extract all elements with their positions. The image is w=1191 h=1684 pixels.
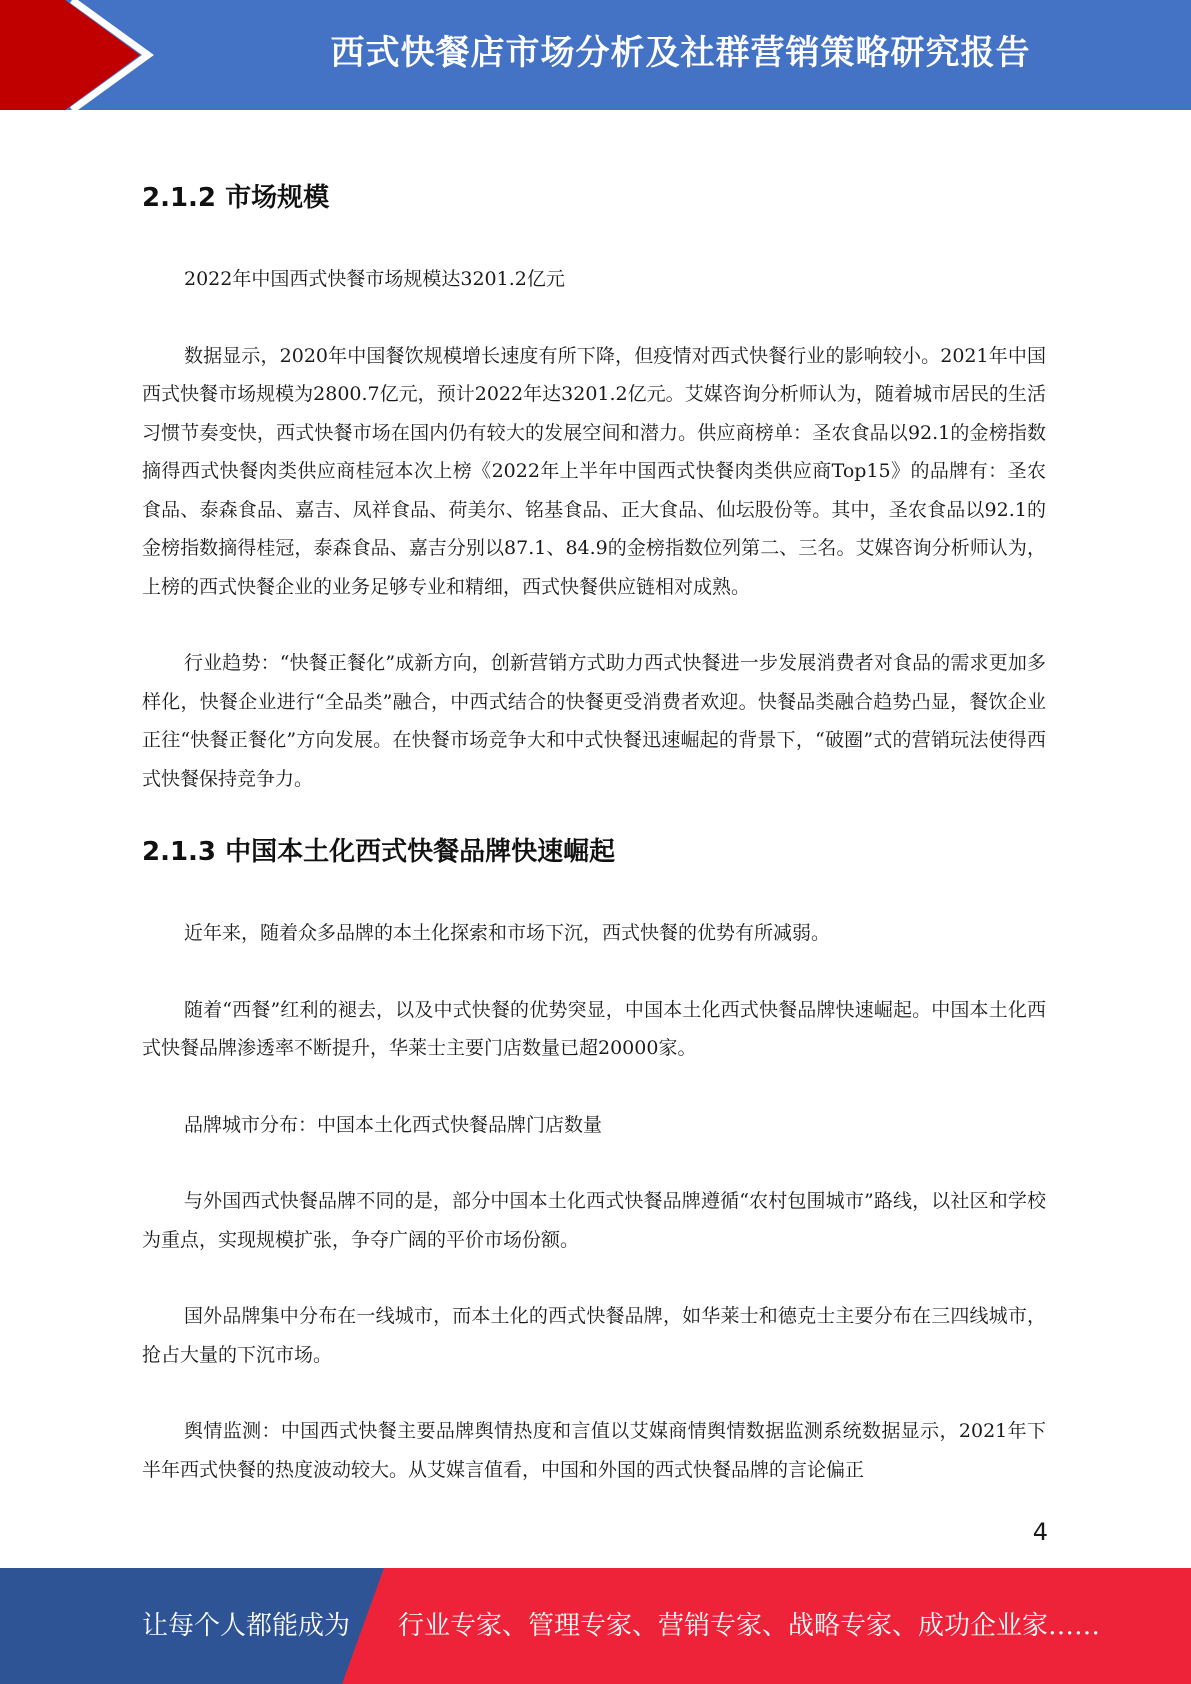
footer-slogan-left: 让每个人都能成为 — [142, 1611, 351, 1641]
page-number: 4 — [1032, 1518, 1048, 1546]
paragraph: 2022年中国西式快餐市场规模达3201.2亿元 — [184, 268, 565, 290]
header-band — [0, 0, 1191, 110]
paragraph: 近年来，随着众多品牌的本土化探索和市场下沉，西式快餐的优势有所减弱。 — [184, 922, 831, 944]
paragraph: 随着“西餐”红利的褪去，以及中式快餐的优势突显，中国本土化西式快餐品牌快速崛起。中国本土化西式快餐品牌渗透率不断提升，华莱士主要门店数量已超20000家。 — [142, 998, 1046, 1059]
header-arrow-decoration — [0, 0, 160, 110]
paragraph: 品牌城市分布：中国本土化西式快餐品牌门店数量 — [184, 1113, 603, 1136]
paragraph: 行业趋势：“快餐正餐化”成新方向，创新营销方式助力西式快餐进一步发展消费者对食品的需求更加多样化，快餐企业进行“全品类”融合，中西式结合的快餐更受消费者欢迎。快餐品类融合趋势凸显，餐饮企业正往“快餐正餐化”方向发展。在快餐市场竞争大和中式快餐迅速崛起的背景下，“破圈”式的营销玩法使得西式快餐保持竞争力。 — [142, 652, 1046, 790]
document-title: 西式快餐店市场分析及社群营销策略研究报告 — [330, 33, 1031, 73]
document-body — [142, 160, 1046, 1489]
section-heading-local-brands: 2.1.3 中国本土化西式快餐品牌快速崛起 — [142, 837, 616, 867]
footer-band — [0, 1568, 1191, 1684]
paragraph: 与外国西式快餐品牌不同的是，部分中国本土化西式快餐品牌遵循“农村包围城市”路线，以社区和学校为重点，实现规模扩张，争夺广阔的平价市场份额。 — [142, 1190, 1046, 1251]
section-heading-market-size: 2.1.2 市场规模 — [142, 183, 330, 213]
paragraph: 数据显示，2020年中国餐饮规模增长速度有所下降，但疫情对西式快餐行业的影响较小。2021年中国西式快餐市场规模为2800.7亿元，预计2022年达3201.2亿元。艾媒咨询分析师认为，随着城市居民的生活习惯节奏变快，西式快餐市场在国内仍有较大的发展空间和潜力。供应商榜单：圣农食品以92.1的金榜指数摘得西式快餐肉类供应商桂冠本次上榜《2022年上半年中国西式快餐肉类供应商Top15》的品牌有：圣农食品、泰森食品、嘉吉、凤祥食品、荷美尔、铭基食品、正大食品、仙坛股份等。其中，圣农食品以92.1的金榜指数摘得桂冠，泰森食品、嘉吉分别以87.1、84.9的金榜指数位列第二、三名。艾媒咨询分析师认为，上榜的西式快餐企业的业务足够专业和精细，西式快餐供应链相对成熟。 — [142, 344, 1046, 598]
footer-slogan-right: 行业专家、管理专家、营销专家、战略专家、成功企业家…… — [398, 1611, 1101, 1641]
paragraph: 国外品牌集中分布在一线城市，而本土化的西式快餐品牌，如华莱士和德克士主要分布在三四线城市，抢占大量的下沉市场。 — [142, 1305, 1046, 1366]
paragraph: 舆情监测：中国西式快餐主要品牌舆情热度和言值以艾媒商情舆情数据监测系统数据显示，2021年下半年西式快餐的热度波动较大。从艾媒言值看，中国和外国的西式快餐品牌的言论偏正 — [142, 1420, 1046, 1481]
